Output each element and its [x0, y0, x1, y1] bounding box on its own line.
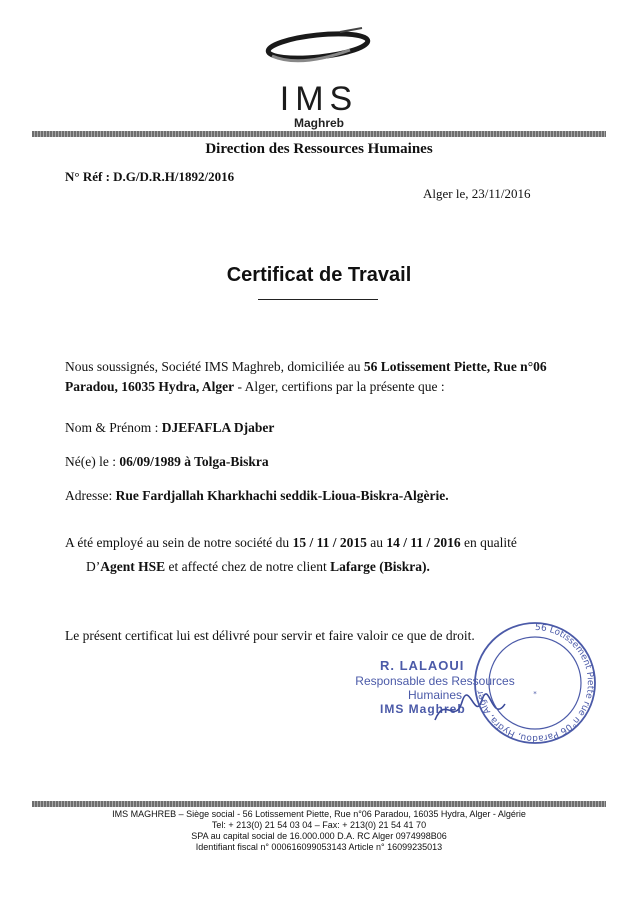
role-value: Agent HSE	[100, 559, 166, 574]
intro-address: 56 Lotissement Piette, Rue n°06	[363, 359, 547, 374]
footer-line-4: Identifiant fiscal n° 000616099053143 Article n° 16099235013	[195, 842, 443, 852]
footer-divider	[32, 801, 606, 807]
stamp-ring-text: 56 Lotissement Piette rue n°06 Paradou, Hydra, Alger	[475, 622, 595, 744]
employment-mid: au	[366, 535, 387, 550]
place-date: Alger le, 23/11/2016	[423, 186, 531, 201]
employment-text-end: en qualité	[460, 535, 517, 550]
footer-line-3: SPA au capital social de 16.000.000 D.A. RC Alger 0974998B06	[191, 831, 447, 841]
company-stamp-icon	[472, 608, 598, 758]
client-value: Lafarge (Biskra).	[330, 559, 430, 574]
signatory-company: IMS Maghreb	[380, 702, 466, 716]
address-line	[65, 486, 449, 506]
signatory-title-line-1: Responsable des Ressources	[355, 674, 515, 688]
footer	[0, 809, 638, 853]
birth-line	[65, 452, 269, 472]
logo-text: IMS	[279, 80, 359, 118]
intro-paragraph	[65, 357, 575, 397]
employment-text: A été employé au sein de notre société du	[65, 535, 293, 550]
name-value: DJEFAFLA Djaber	[161, 420, 275, 435]
name-line	[65, 418, 274, 438]
document-title: Certificat de Travail	[226, 264, 412, 286]
department-heading: Direction des Ressources Humaines	[205, 141, 433, 157]
reference-number: N° Réf : D.G/D.R.H/1892/2016	[65, 169, 235, 184]
closing-line: Le présent certificat lui est délivré pour servir et faire valoir ce que de droit.	[65, 628, 475, 643]
signatory-name: R. LALAOUI	[380, 658, 465, 673]
birth-label: Né(e) le :	[65, 454, 120, 469]
footer-line-1: IMS MAGHREB – Siège social - 56 Lotissement Piette, Rue n°06 Paradou, 16035 Hydra, Alger - Algérie	[112, 809, 526, 819]
logo-subtext: Maghreb	[293, 116, 344, 130]
name-label: Nom & Prénom :	[65, 420, 162, 435]
intro-text: Nous soussignés, Société IMS Maghreb, domiciliée au	[65, 359, 364, 374]
role-line	[86, 557, 430, 577]
role-mid: et affecté chez de notre client	[165, 559, 331, 574]
title-underline	[258, 299, 378, 300]
footer-line-2: Tel: + 213(0) 21 54 03 04 – Fax: + 213(0) 21 54 41 70	[211, 820, 427, 830]
address-label: Adresse:	[65, 488, 116, 503]
svg-text:*: *	[533, 690, 537, 698]
employment-from: 15 / 11 / 2015	[292, 535, 367, 550]
employment-line	[65, 533, 517, 553]
employment-to: 14 / 11 / 2016	[386, 535, 461, 550]
role-prefix: D’	[86, 559, 101, 574]
address-value: Rue Fardjallah Kharkhachi seddik-Lioua-Biskra-Algèrie.	[115, 488, 449, 503]
intro-address-2: Paradou, 16035 Hydra, Alger	[65, 379, 235, 394]
header-divider	[32, 131, 606, 137]
intro-text-end: - Alger, certifions par la présente que :	[234, 379, 445, 394]
signatory-title-line-2: Humaines	[407, 688, 463, 702]
birth-value: 06/09/1989 à Tolga-Biskra	[119, 454, 269, 469]
